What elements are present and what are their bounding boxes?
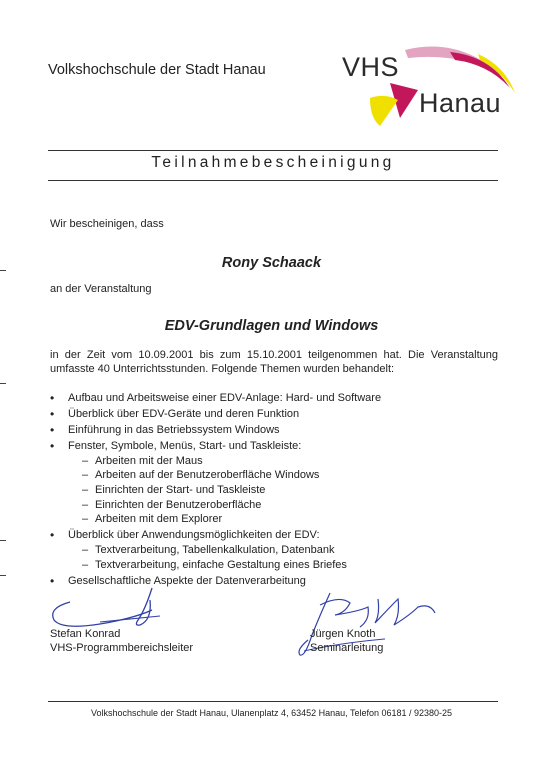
- signatory-right-role: Seminarleitung: [310, 642, 384, 654]
- subtopic-item: – Arbeiten mit der Maus: [50, 454, 500, 469]
- punch-mark: [0, 383, 6, 384]
- topic-item: • Gesellschaftliche Aspekte der Datenverarbeitung: [50, 574, 500, 589]
- subtopic-item: – Textverarbeitung, einfache Gestaltung eines Briefes: [50, 558, 500, 573]
- signatory-right-name: Jürgen Knoth: [310, 628, 376, 640]
- signature-left: [40, 580, 180, 635]
- title-top-rule: [48, 150, 498, 151]
- punch-mark: [0, 270, 6, 271]
- document-title: Teilnahmebescheinigung: [151, 154, 395, 171]
- signature-left-graphic: [40, 580, 180, 635]
- subtopic-item: – Textverarbeitung, Tabellenkalkulation, Datenbank: [50, 543, 500, 558]
- punch-mark: [0, 540, 6, 541]
- footer-address: Volkshochschule der Stadt Hanau, Ulanenplatz 4, 63452 Hanau, Telefon 06181 / 92380-25: [90, 708, 453, 718]
- footer-rule: [48, 701, 498, 702]
- subtopic-item: – Einrichten der Start- und Taskleiste: [50, 483, 500, 498]
- topic-item: • Fenster, Symbole, Menüs, Start- und Taskleiste:: [50, 439, 500, 454]
- vhs-hanau-logo: [330, 38, 530, 138]
- signatory-left-name: Stefan Konrad: [50, 628, 121, 640]
- course-title: EDV-Grundlagen und Windows: [164, 318, 379, 334]
- period-paragraph: in der Zeit vom 10.09.2001 bis zum 15.10.2001 teilgenommen hat. Die Veranstaltung umfasste 40 Unterrichtsstunden. Folgende Themen wurden behandelt:: [50, 349, 498, 375]
- topic-item: • Aufbau und Arbeitsweise einer EDV-Anlage: Hard- und Software: [50, 391, 500, 406]
- subtopic-item: – Arbeiten auf der Benutzeroberfläche Windows: [50, 468, 500, 483]
- participant-name: Rony Schaack: [221, 255, 322, 271]
- topic-list: [50, 389, 500, 588]
- title-bottom-rule: [48, 180, 498, 181]
- logo-text-hanau: Hanau: [419, 88, 502, 118]
- topic-item: • Überblick über EDV-Geräte und deren Funktion: [50, 407, 500, 422]
- topic-item: • Überblick über Anwendungsmöglichkeiten der EDV:: [50, 528, 500, 543]
- topic-item: • Einführung in das Betriebssystem Windows: [50, 423, 500, 438]
- intro-text: Wir bescheinigen, dass: [50, 218, 164, 230]
- organization-name: Volkshochschule der Stadt Hanau: [48, 62, 266, 78]
- subtopic-item: – Einrichten der Benutzeroberfläche: [50, 498, 500, 513]
- event-intro-text: an der Veranstaltung: [50, 283, 152, 295]
- logo-text-vhs: VHS: [342, 52, 400, 82]
- punch-mark: [0, 575, 6, 576]
- signatory-left-role: VHS-Programmbereichsleiter: [50, 642, 194, 654]
- subtopic-item: – Arbeiten mit dem Explorer: [50, 512, 500, 527]
